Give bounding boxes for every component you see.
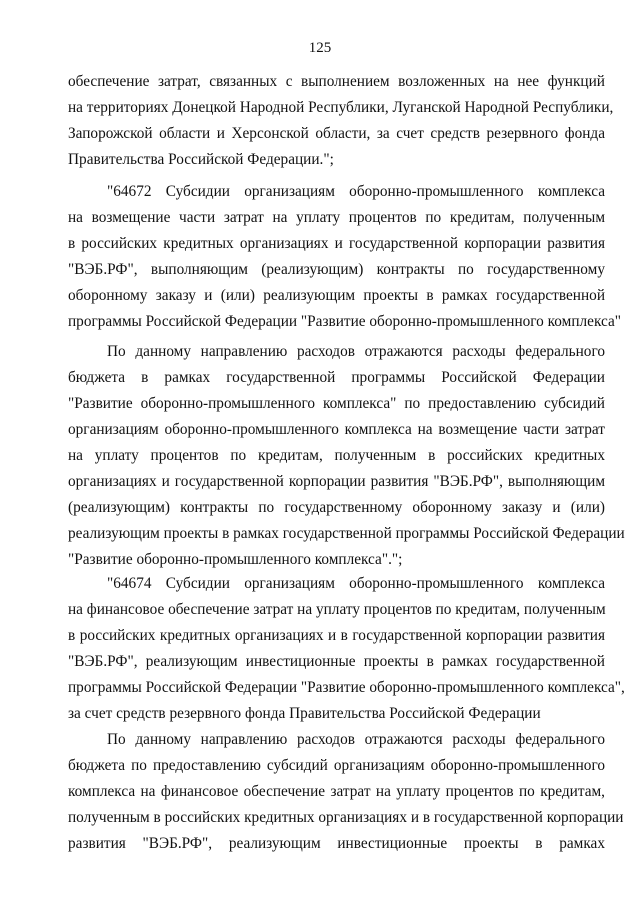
text-line: программы Российской Федерации "Развитие оборонно-промышленного комплекса", — [68, 679, 625, 696]
text-line: "Развитие оборонно-промышленного комплекса" по предоставлению субсидий — [68, 395, 605, 412]
text-line: комплекса на финансовое обеспечение затрат на уплату процентов по кредитам, — [68, 783, 605, 800]
text-line: Запорожской области и Херсонской области, за счет средств резервного фонда — [68, 125, 605, 142]
text-line: на возмещение части затрат на уплату процентов по кредитам, полученным — [68, 209, 605, 226]
text-line: "ВЭБ.РФ", выполняющим (реализующим) контракты по государственному — [68, 261, 605, 278]
text-line: на территориях Донецкой Народной Республики, Луганской Народной Республики, — [68, 99, 614, 116]
text-line: на финансовое обеспечение затрат на уплату процентов по кредитам, полученным — [68, 601, 606, 618]
text-line: "64672 Субсидии организациям оборонно-промышленного комплекса — [107, 183, 605, 200]
text-line: организациям оборонно-промышленного комплекса на возмещение части затрат — [68, 421, 605, 438]
page-number: 125 — [308, 40, 332, 56]
text-line: "Развитие оборонно-промышленного комплекса"."; — [68, 551, 403, 568]
text-line: в российских кредитных организациях и в государственной корпорации развития — [68, 627, 605, 644]
text-line: на уплату процентов по кредитам, полученным в российских кредитных — [68, 447, 605, 464]
text-line: за счет средств резервного фонда Правительства Российской Федерации — [68, 705, 541, 722]
text-line: организациях и государственной корпорации развития "ВЭБ.РФ", выполняющим — [68, 473, 605, 490]
text-line: развития "ВЭБ.РФ", реализующим инвестиционные проекты в рамках — [68, 835, 605, 852]
text-line: По данному направлению расходов отражаются расходы федерального — [107, 343, 605, 360]
text-line: обеспечение затрат, связанных с выполнением возложенных на нее функций — [68, 73, 605, 90]
text-line: По данному направлению расходов отражаются расходы федерального — [107, 731, 605, 748]
text-line: оборонному заказу и (или) реализующим проекты в рамках государственной — [68, 287, 605, 304]
text-line: реализующим проекты в рамках государственной программы Российской Федерации — [68, 525, 625, 542]
text-line: программы Российской Федерации "Развитие оборонно-промышленного комплекса" — [68, 313, 622, 330]
text-line: "64674 Субсидии организациям оборонно-промышленного комплекса — [107, 575, 605, 592]
text-line: Правительства Российской Федерации."; — [68, 151, 334, 168]
text-line: бюджета по предоставлению субсидий организациям оборонно-промышленного — [68, 757, 605, 774]
text-line: в российских кредитных организациях и государственной корпорации развития — [68, 235, 605, 252]
text-line: бюджета в рамках государственной программы Российской Федерации — [68, 369, 605, 386]
text-line: "ВЭБ.РФ", реализующим инвестиционные проекты в рамках государственной — [68, 653, 605, 670]
text-line: (реализующим) контракты по государственному оборонному заказу и (или) — [68, 499, 605, 516]
text-line: полученным в российских кредитных организациях и в государственной корпорации — [68, 809, 624, 826]
